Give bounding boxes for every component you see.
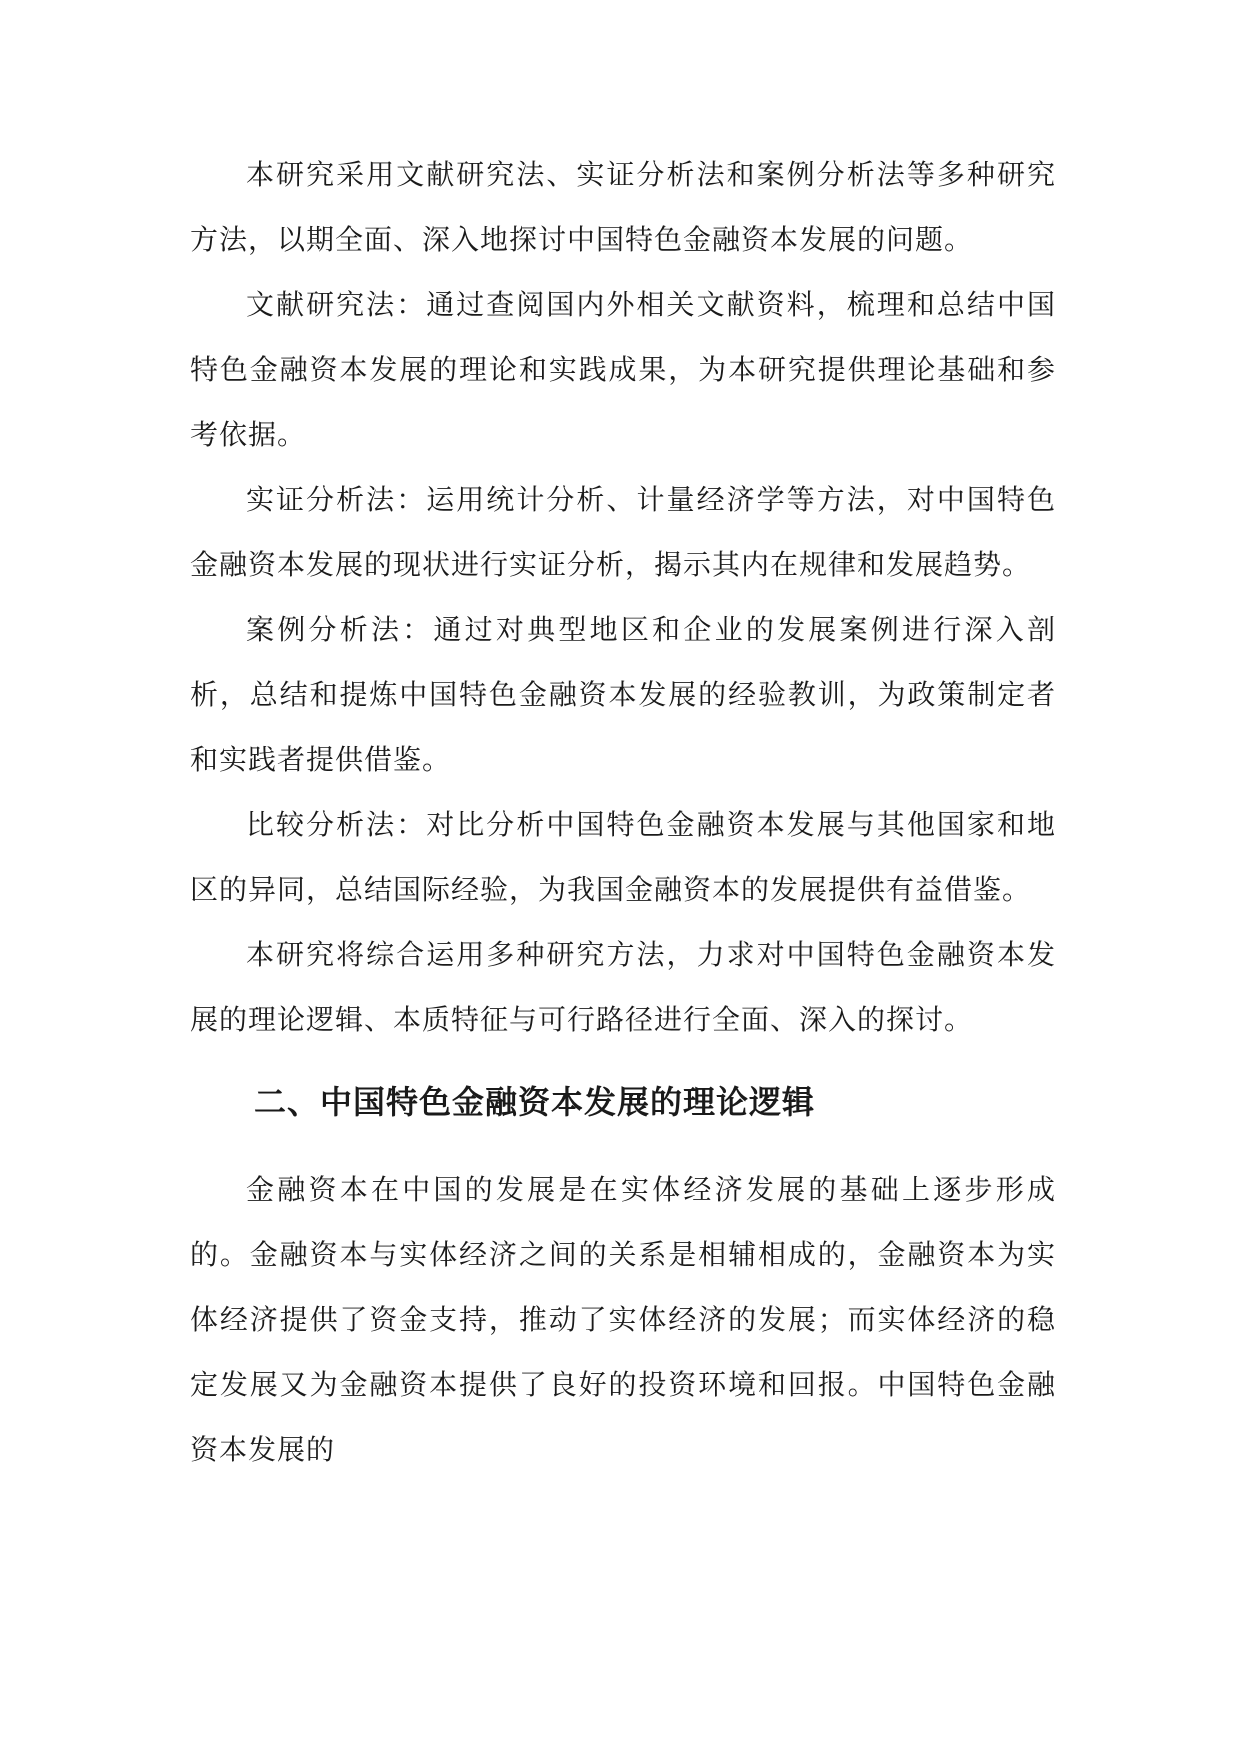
- paragraph-empirical-method: 实证分析法：运用统计分析、计量经济学等方法，对中国特色金融资本发展的现状进行实证分析，揭示其内在规律和发展趋势。: [190, 483, 1056, 581]
- paragraph-research-methods: 本研究采用文献研究法、实证分析法和案例分析法等多种研究方法，以期全面、深入地探讨中国特色金融资本发展的问题。: [190, 158, 1056, 256]
- paragraph-case-method: 案例分析法：通过对典型地区和企业的发展案例进行深入剖析，总结和提炼中国特色金融资本发展的经验教训，为政策制定者和实践者提供借鉴。: [190, 613, 1056, 776]
- section-heading: 二、中国特色金融资本发展的理论逻辑: [254, 1083, 816, 1121]
- document-page: [190, 142, 1056, 1482]
- paragraph-summary: 本研究将综合运用多种研究方法，力求对中国特色金融资本发展的理论逻辑、本质特征与可行路径进行全面、深入的探讨。: [190, 938, 1056, 1036]
- paragraph-comparative-method: 比较分析法：对比分析中国特色金融资本发展与其他国家和地区的异同，总结国际经验，为我国金融资本的发展提供有益借鉴。: [190, 808, 1056, 906]
- paragraph-financial-capital: 金融资本在中国的发展是在实体经济发展的基础上逐步形成的。金融资本与实体经济之间的关系是相辅相成的，金融资本为实体经济提供了资金支持，推动了实体经济的发展；而实体经济的稳定发展又为金融资本提供了良好的投资环境和回报。中国特色金融资本发展的: [190, 1173, 1056, 1466]
- paragraph-literature-method: 文献研究法：通过查阅国内外相关文献资料，梳理和总结中国特色金融资本发展的理论和实践成果，为本研究提供理论基础和参考依据。: [190, 288, 1056, 451]
